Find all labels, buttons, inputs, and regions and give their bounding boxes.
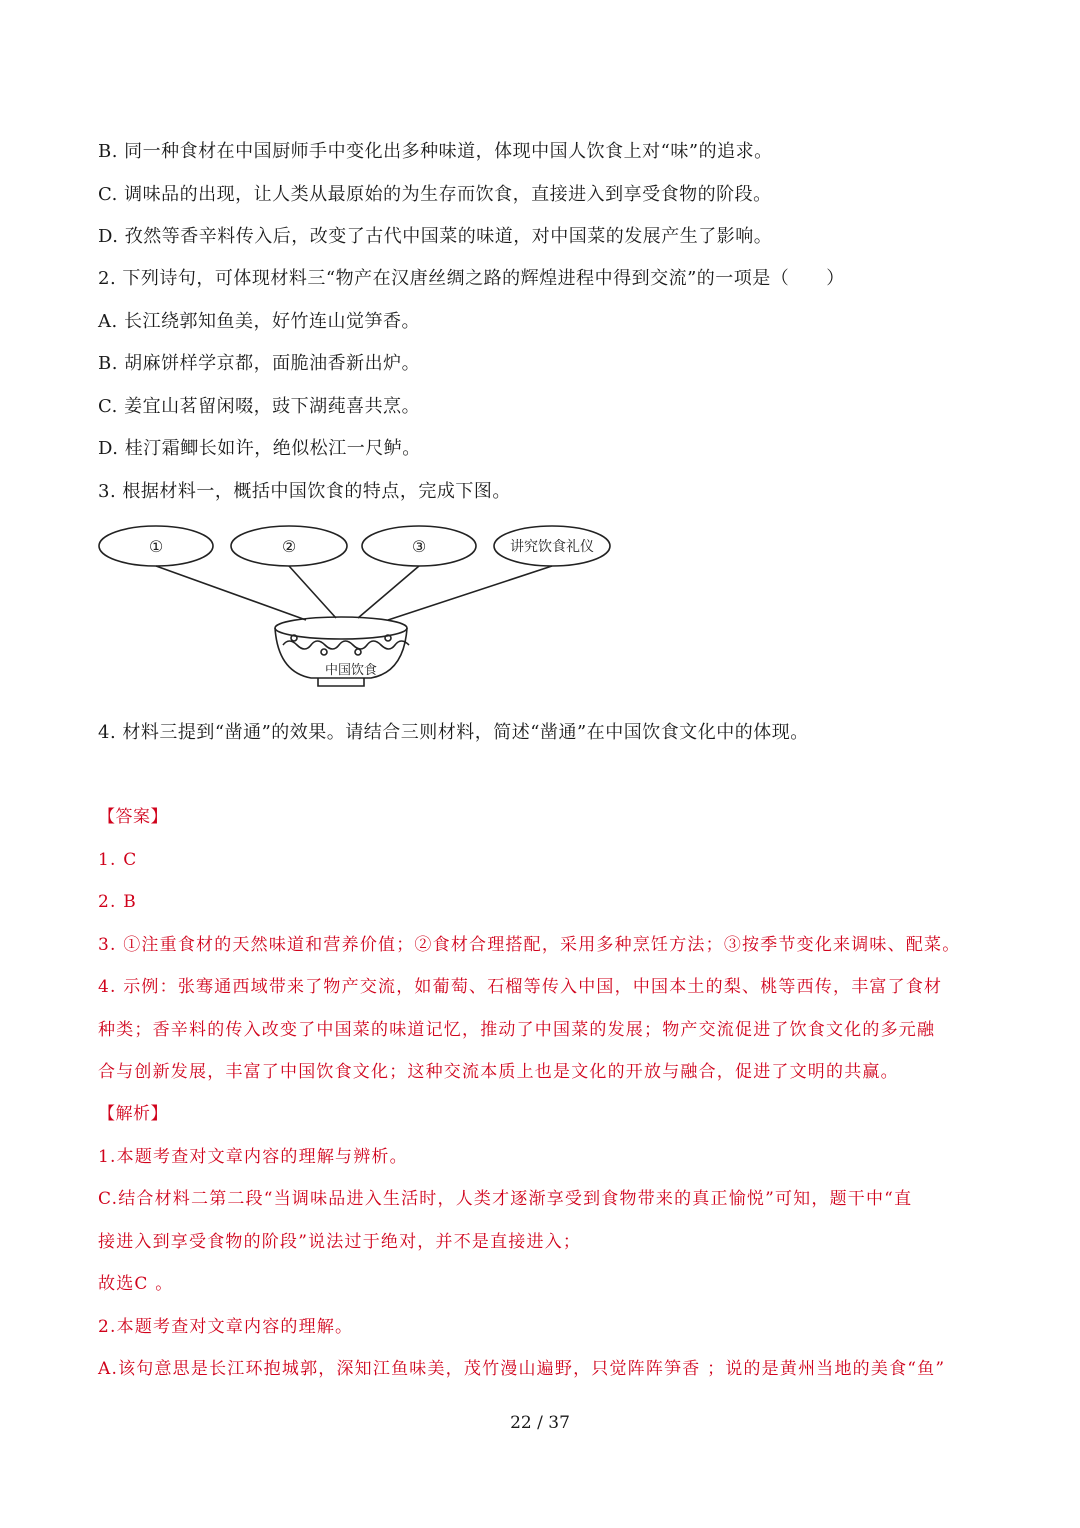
diagram-oval-label: 讲究饮食礼仪 xyxy=(510,539,594,555)
q2-option-d: D. 桂汀霜鲫长如许，绝似松江一尺鲈。 xyxy=(98,438,421,459)
answer-1: 1. C xyxy=(98,850,138,870)
analysis-c-line-1: C.结合材料二第二段“当调味品进入生活时，人类才逐渐享受到食物带来的真正愉悦”可知，题干中“直 xyxy=(98,1189,913,1209)
option-c: C. 调味品的出现，让人类从最原始的为生存而饮食，直接进入到享受食物的阶段。 xyxy=(98,184,772,205)
analysis-1: 1.本题考查对文章内容的理解与辨析。 xyxy=(98,1147,408,1167)
answer-4-line-2: 种类；香辛料的传入改变了中国菜的味道记忆，推动了中国菜的发展；物产交流促进了饮食文化的多元融 xyxy=(98,1020,936,1040)
q2-option-a: A. 长江绕郭知鱼美，好竹连山觉笋香。 xyxy=(98,311,420,332)
connector-line xyxy=(289,566,336,618)
question-4-stem: 4. 材料三提到“凿通”的效果。请结合三则材料，简述“凿通”在中国饮食文化中的体现。 xyxy=(98,722,809,743)
answer-heading: 【答案】 xyxy=(98,807,168,827)
connector-line xyxy=(388,566,552,620)
diagram-oval-label: ① xyxy=(148,537,164,556)
q2-option-b: B. 胡麻饼样学京都，面脆油香新出炉。 xyxy=(98,353,421,374)
answer-4-line-1: 4. 示例：张骞通西域带来了物产交流，如葡萄、石榴等传入中国，中国本土的梨、桃等西传，丰富了食材 xyxy=(98,977,943,997)
page-number: 22 / 37 xyxy=(510,1413,570,1433)
diagram-oval-label: ② xyxy=(281,537,297,556)
answer-3: 3. ①注重食材的天然味道和营养价值；②食材合理搭配，采用多种烹饪方法；③按季节变化来调味、配菜。 xyxy=(98,935,961,955)
q2-option-c: C. 姜宜山茗留闲啜，豉下湖莼喜共烹。 xyxy=(98,396,421,417)
connector-line xyxy=(156,566,306,620)
question-3-stem: 3. 根据材料一，概括中国饮食的特点，完成下图。 xyxy=(98,481,511,502)
bowl-label: 中国饮食 xyxy=(324,663,378,678)
answer-2: 2. B xyxy=(98,892,137,912)
answer-4-line-3: 合与创新发展，丰富了中国饮食文化；这种交流本质上也是文化的开放与融合，促进了文明的共赢。 xyxy=(98,1062,899,1082)
option-d: D. 孜然等香辛料传入后，改变了古代中国菜的味道，对中国菜的发展产生了影响。 xyxy=(98,226,773,247)
analysis-choice: 故选C 。 xyxy=(98,1274,174,1294)
connector-line xyxy=(358,566,419,618)
option-b: B. 同一种食材在中国厨师手中变化出多种味道，体现中国人饮食上对“味”的追求。 xyxy=(98,141,773,162)
chinese-food-diagram xyxy=(96,522,616,692)
analysis-heading: 【解析】 xyxy=(98,1104,168,1124)
analysis-2: 2.本题考查对文章内容的理解。 xyxy=(98,1317,354,1337)
analysis-a: A.该句意思是长江环抱城郭，深知江鱼味美，茂竹漫山遍野，只觉阵阵笋香 ；说的是黄州当地的美食“鱼” xyxy=(98,1359,946,1379)
diagram-oval-label: ③ xyxy=(411,537,427,556)
analysis-c-line-2: 接进入到享受食物的阶段”说法过于绝对，并不是直接进入； xyxy=(98,1232,582,1252)
question-2-stem: 2. 下列诗句，可体现材料三“物产在汉唐丝绸之路的辉煌进程中得到交流”的一项是（ ） xyxy=(98,268,845,289)
